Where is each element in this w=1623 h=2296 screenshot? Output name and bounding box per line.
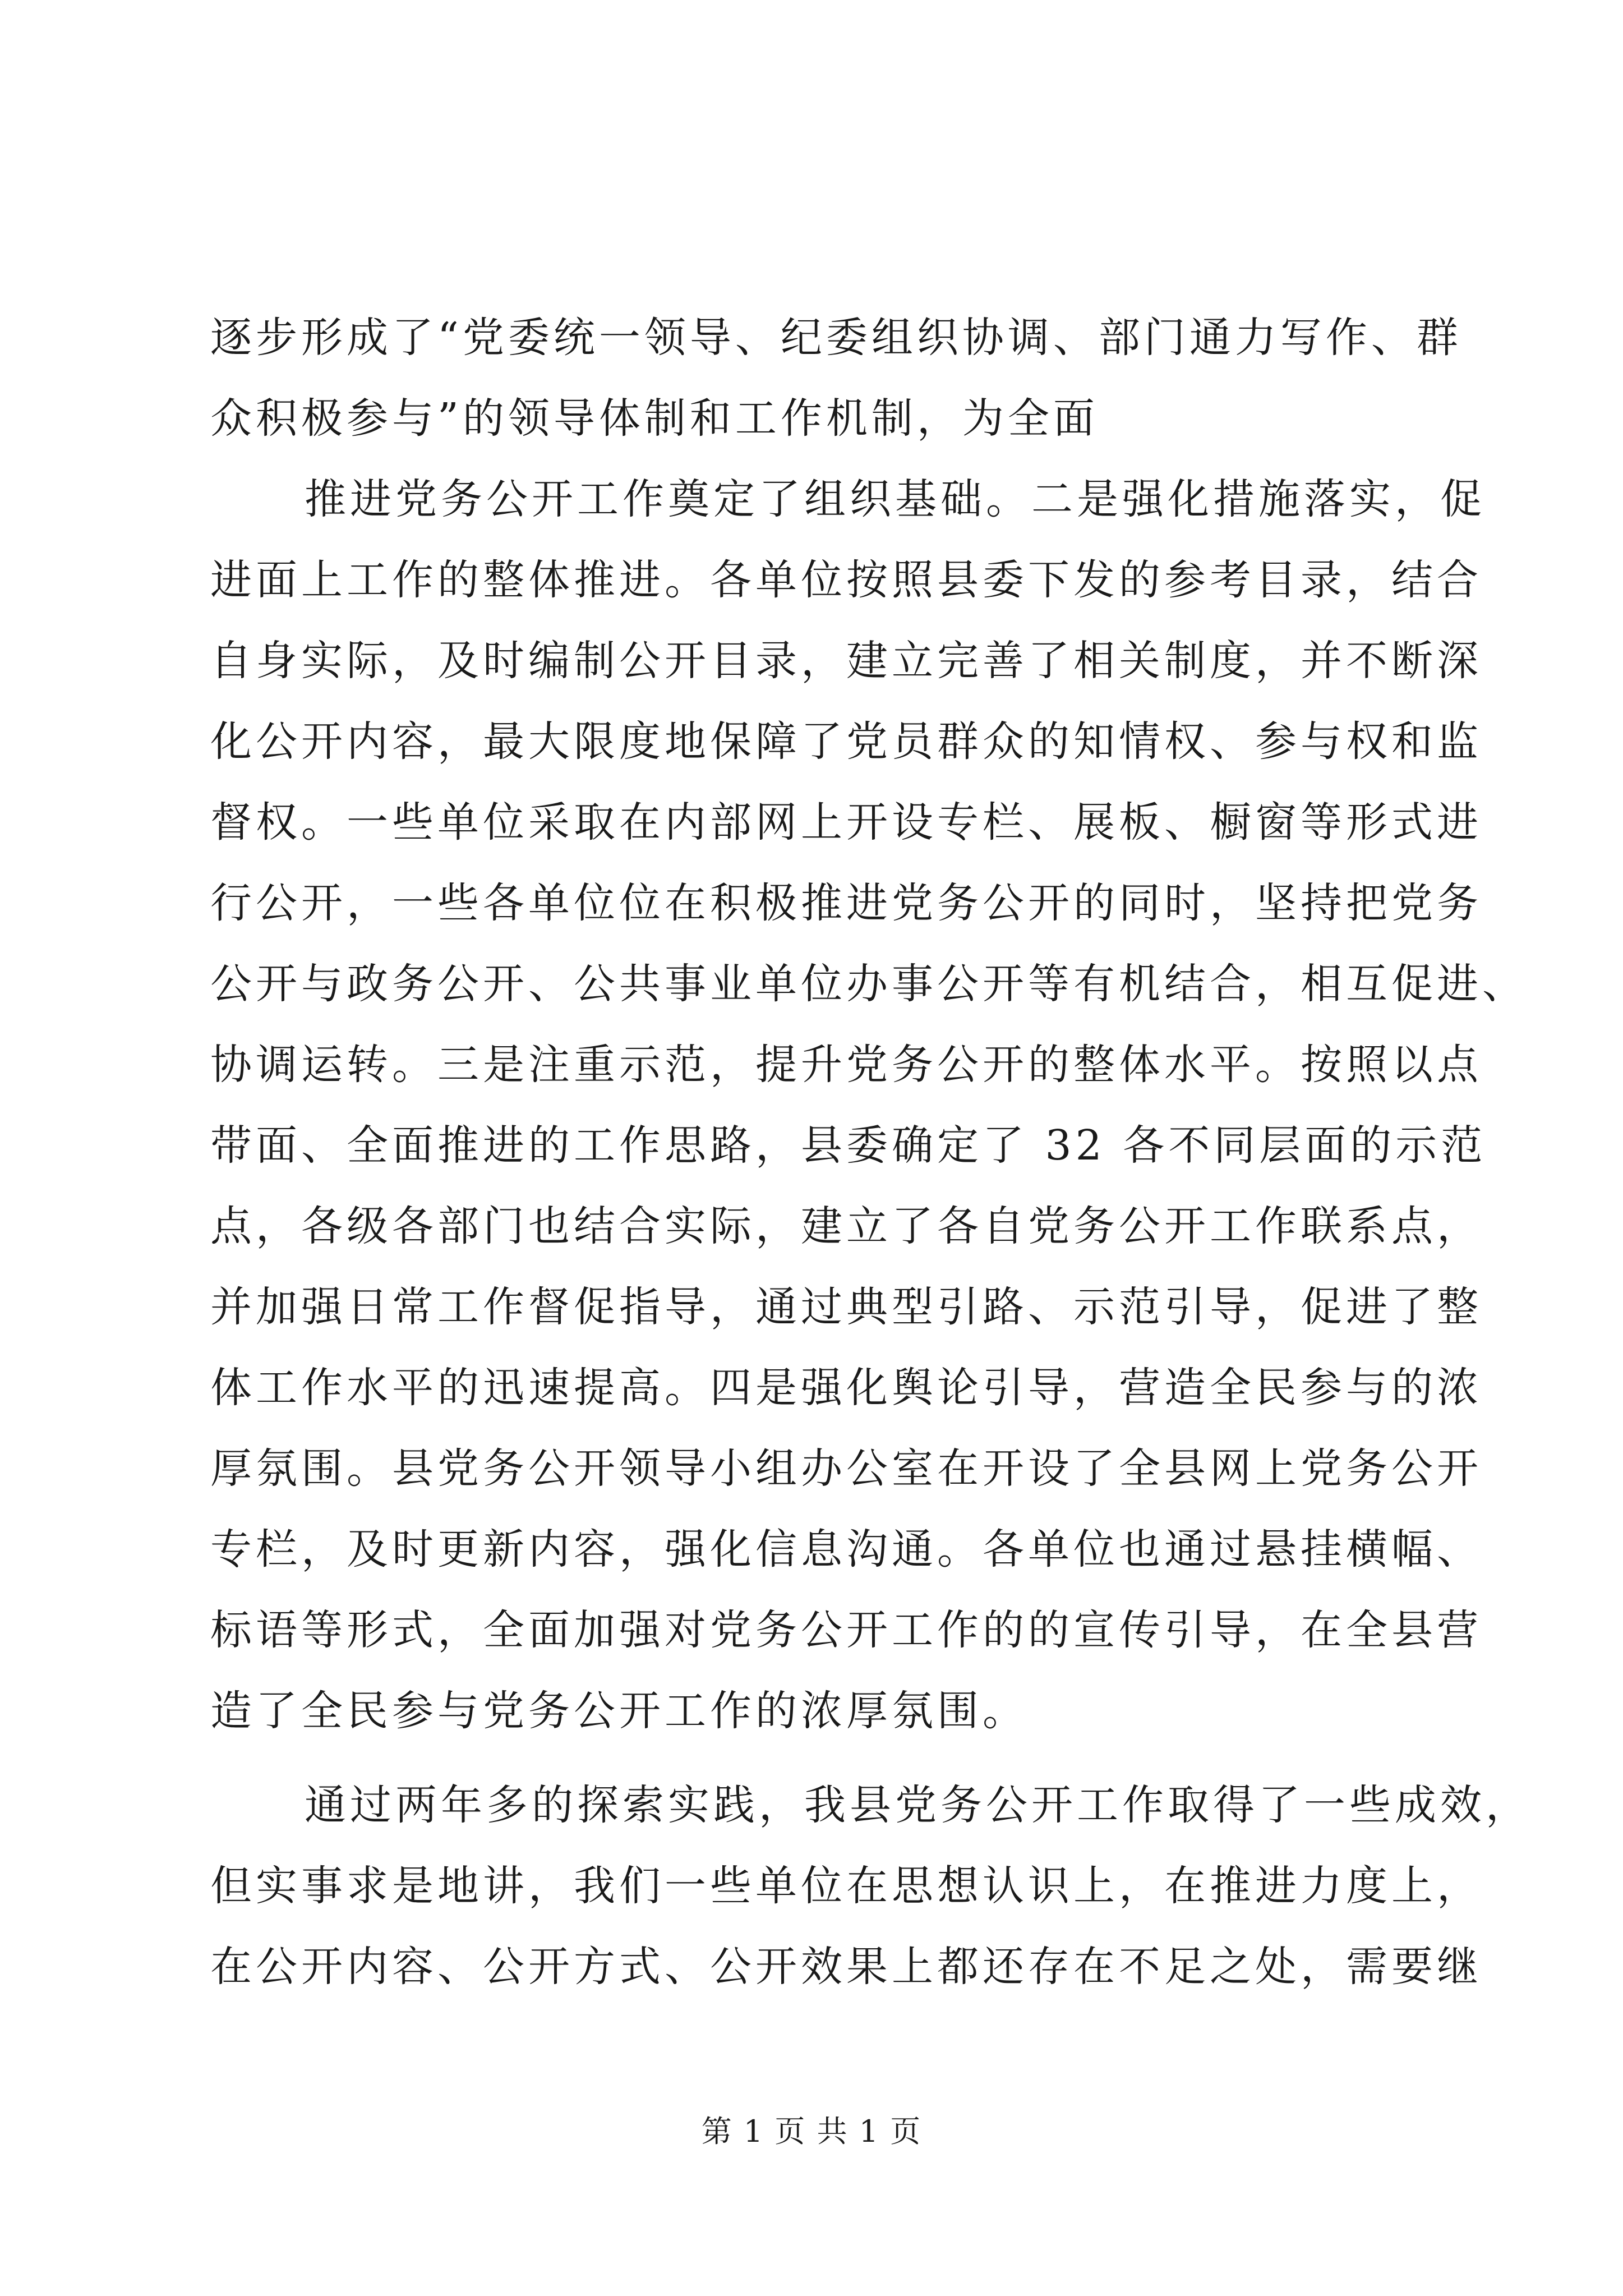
text-line: 督权。一些单位采取在内部网上开设专栏、展板、橱窗等形式进 — [210, 798, 1482, 846]
text-line: 带面、全面推进的工作思路，县委确定了 32 各不同层面的示范 — [210, 1121, 1487, 1170]
text-line: 但实事求是地讲，我们一些单位在思想认识上，在推进力度上， — [210, 1862, 1482, 1910]
text-line: 体工作水平的迅速提高。四是强化舆论引导，营造全民参与的浓 — [210, 1364, 1482, 1412]
text-line: 协调运转。三是注重示范，提升党务公开的整体水平。按照以点 — [210, 1041, 1482, 1089]
text-line: 自身实际，及时编制公开目录，建立完善了相关制度，并不断深 — [210, 637, 1482, 685]
text-line: 行公开，一些各单位位在积极推进党务公开的同时，坚持把党务 — [210, 879, 1482, 927]
text-line: 标语等形式，全面加强对党务公开工作的的宣传引导，在全县营 — [210, 1606, 1482, 1654]
text-line: 公开与政务公开、公共事业单位办事公开等有机结合，相互促进、 — [210, 960, 1528, 1008]
body-text — [210, 297, 1531, 2007]
text-line: 众积极参与”的领导体制和工作机制，为全面 — [210, 394, 1099, 443]
text-line: 通过两年多的探索实践，我县党务公开工作取得了一些成效， — [305, 1781, 1531, 1829]
text-line: 进面上工作的整体推进。各单位按照县委下发的参考目录，结合 — [210, 556, 1482, 604]
text-line: 并加强日常工作督促指导，通过典型引路、示范引导，促进了整 — [210, 1283, 1482, 1331]
text-line: 造了全民参与党务公开工作的浓厚氛围。 — [210, 1687, 1028, 1735]
text-line: 化公开内容，最大限度地保障了党员群众的知情权、参与权和监 — [210, 717, 1482, 766]
page-footer: 第 1 页 共 1 页 — [701, 2114, 922, 2149]
text-line: 逐步形成了“党委统一领导、纪委组织协调、部门通力写作、群 — [210, 314, 1462, 362]
text-line: 专栏，及时更新内容，强化信息沟通。各单位也通过悬挂横幅、 — [210, 1525, 1482, 1573]
text-line: 在公开内容、公开方式、公开效果上都还存在不足之处，需要继 — [210, 1943, 1482, 1991]
text-line: 厚氛围。县党务公开领导小组办公室在开设了全县网上党务公开 — [210, 1444, 1482, 1493]
text-line: 推进党务公开工作奠定了组织基础。二是强化措施落实，促 — [305, 475, 1486, 523]
text-line: 点，各级各部门也结合实际，建立了各自党务公开工作联系点， — [210, 1202, 1482, 1250]
